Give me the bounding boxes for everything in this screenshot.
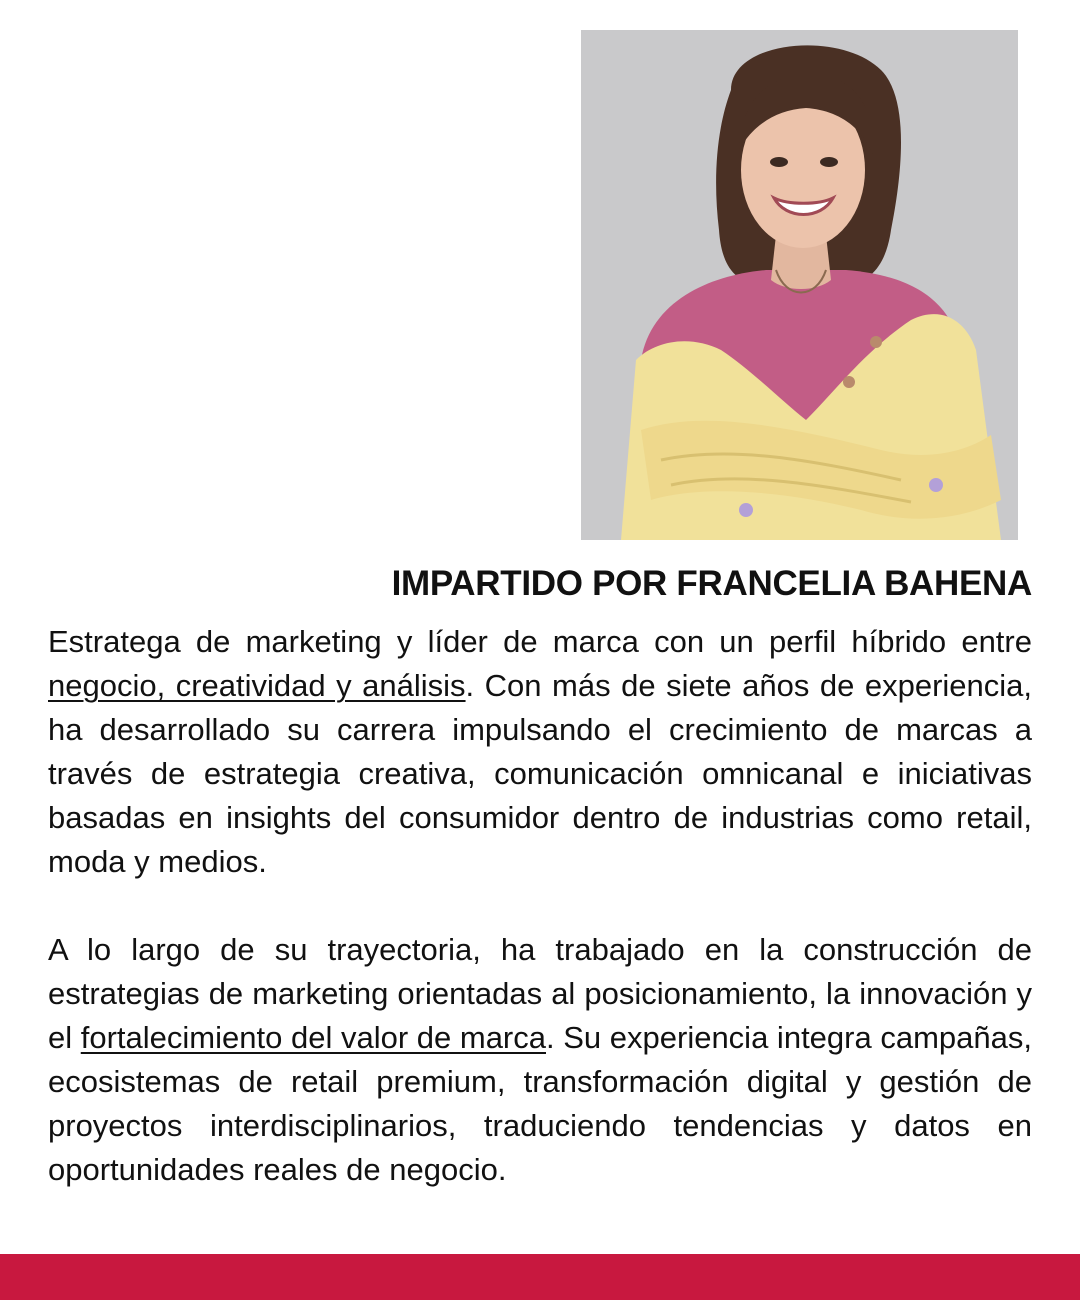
speaker-heading: IMPARTIDO POR FRANCELIA BAHENA: [391, 564, 1032, 603]
bio-paragraph-2: [48, 928, 1032, 1192]
bio-p1-underlined-phrase: negocio, creatividad y análisis: [48, 668, 466, 703]
footer-accent-bar: [0, 1254, 1080, 1300]
speaker-bio: [48, 620, 1032, 1192]
speaker-portrait-illustration: [581, 30, 1018, 540]
bio-p1-text-start: Estratega de marketing y líder de marca con un perfil híbrido entre: [48, 624, 1032, 659]
bio-p2-text-start: A lo largo de su trayectoria, ha trabajado en la construcción de estrategias de marketing orientadas al posicionamiento, la innovación y el: [48, 932, 1032, 1055]
bio-p1-text-end: . Con más de siete años de experiencia, ha desarrollado su carrera impulsando el crecimiento de marcas a través de estrategia creativa, comunicación omnicanal e iniciativas basadas en insights del consumidor dentro de industrias como retail, moda y medios.: [48, 668, 1033, 879]
speaker-photo: [581, 30, 1018, 540]
bio-paragraph-1: [48, 620, 1032, 884]
bio-p2-text-end: . Su experiencia integra campañas, ecosistemas de retail premium, transformación digital y gestión de proyectos interdisciplinarios, traduciendo tendencias y datos en oportunidades reales de negocio.: [48, 1020, 1032, 1187]
bio-p2-underlined-phrase: fortalecimiento del valor de marca: [80, 1020, 546, 1055]
